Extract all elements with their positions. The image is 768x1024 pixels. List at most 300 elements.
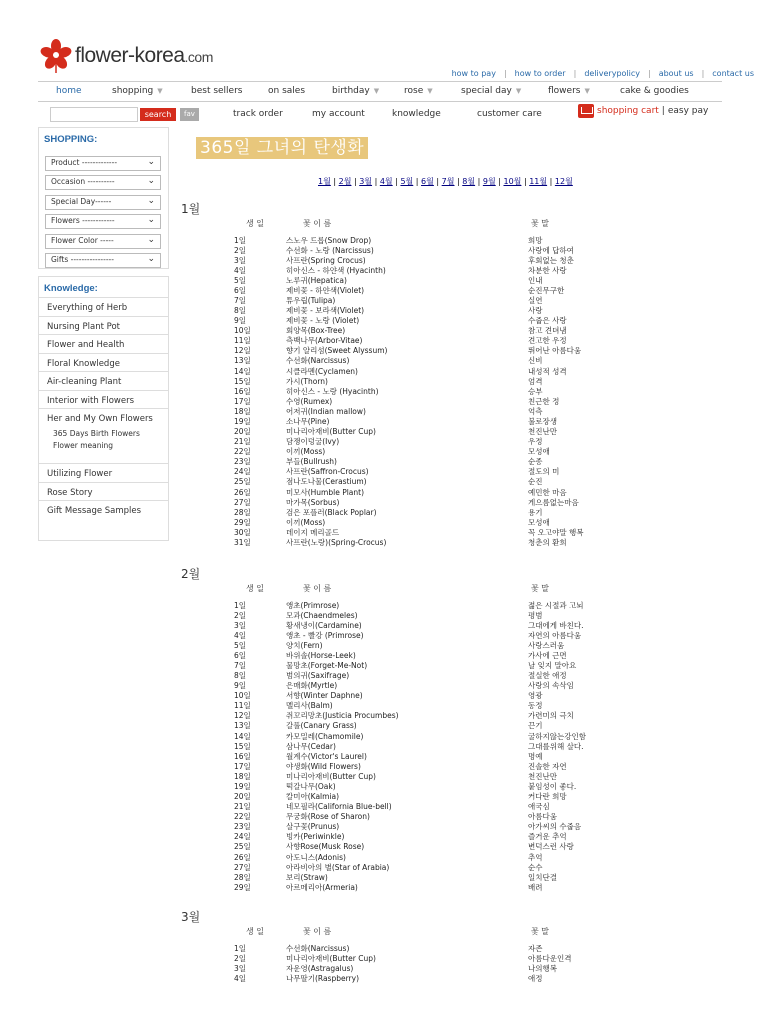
flower-meaning: 차분한 사랑 (528, 265, 567, 275)
flower-meaning: 예민한 마음 (528, 487, 567, 497)
flower-name: 칼미아(Kalmia) (286, 792, 340, 802)
chevron-down-icon: ▼ (373, 87, 380, 95)
sub-link[interactable]: track order (233, 109, 283, 119)
search-button[interactable]: search (140, 108, 176, 121)
birth-date: 28일 (234, 872, 251, 882)
nav-item[interactable] (620, 86, 689, 96)
flower-name: 네모필라(California Blue-bell) (286, 802, 392, 812)
top-link[interactable]: about us (658, 69, 694, 78)
link-separator: | (433, 177, 442, 186)
month-link[interactable]: 2월 (338, 177, 352, 186)
column-header-flower: 꽃 이 름 (303, 584, 332, 593)
link-separator: | (701, 69, 705, 78)
month-link[interactable]: 9월 (482, 177, 496, 186)
link-separator: | (413, 177, 422, 186)
flower-name: 마가목(Sorbus) (286, 497, 340, 507)
flower-name: 자운영(Astragalus) (286, 963, 354, 973)
birth-date: 6일 (234, 285, 247, 295)
sidebar (38, 127, 167, 539)
select-value: Product ------------- (51, 158, 118, 167)
chevron-down-icon: ⌄ (147, 254, 155, 264)
birth-date: 21일 (234, 802, 251, 812)
flower-meaning: 젊은 시절과 고뇌 (528, 600, 584, 610)
flower-meaning: 청춘의 환희 (528, 537, 567, 547)
flower-meaning: 아가씨의 수줍음 (528, 822, 582, 832)
select-value: Gifts ---------------- (51, 255, 114, 264)
flower-name: 시클라멘(Cyclamen) (286, 366, 358, 376)
knowledge-item[interactable] (39, 316, 168, 336)
shopping-cart-link[interactable] (578, 104, 708, 118)
birth-date: 12일 (234, 346, 251, 356)
flower-name: 미나리아재비(Butter Cup) (286, 771, 376, 781)
birth-date: 11일 (234, 701, 251, 711)
birth-date: 12일 (234, 711, 251, 721)
flower-name: 부들(Bullrush) (286, 457, 337, 467)
nav-item[interactable] (461, 86, 521, 96)
birth-date: 15일 (234, 741, 251, 751)
nav-item-label[interactable]: home (56, 86, 82, 96)
column-header-meaning: 꽃 말 (531, 927, 549, 936)
birth-date: 1일 (234, 943, 247, 953)
knowledge-title: Knowledge: (44, 283, 98, 294)
select-value: Special Day------ (51, 196, 112, 206)
knowledge-item[interactable] (39, 297, 168, 317)
flower-meaning: 천진난만 (528, 771, 557, 781)
birth-date: 3일 (234, 255, 247, 265)
knowledge-item-label: Gift Message Samples (47, 506, 142, 516)
flower-name: 수선화 - 노랑 (Narcissus) (286, 245, 374, 255)
birth-date: 4일 (234, 973, 247, 983)
birth-date: 16일 (234, 751, 251, 761)
birth-date: 29일 (234, 517, 251, 527)
chevron-down-icon: ⌄ (147, 234, 155, 245)
flower-name: 데이지 메리골드 (286, 527, 340, 537)
nav-item[interactable] (112, 86, 163, 96)
flower-meaning: 날 잊지 말아요 (528, 660, 577, 670)
birth-date: 24일 (234, 832, 251, 842)
birth-date: 1일 (234, 235, 247, 245)
flower-meaning: 평범 (528, 610, 543, 620)
birth-date: 24일 (234, 467, 251, 477)
birth-date: 4일 (234, 265, 247, 275)
knowledge-item[interactable] (39, 334, 168, 354)
nav-item[interactable] (56, 86, 82, 96)
nav-item[interactable] (268, 86, 305, 96)
flower-meaning: 견고한 우정 (528, 336, 567, 346)
logo-text: flower-korea (75, 44, 185, 67)
link-separator: | (351, 177, 360, 186)
link-separator: | (392, 177, 401, 186)
birth-date: 29일 (234, 882, 251, 892)
flower-meaning: 천진난만 (528, 427, 557, 437)
link-separator: | (648, 69, 651, 78)
birth-date: 5일 (234, 640, 247, 650)
nav-item-label[interactable]: rose (404, 86, 424, 96)
flower-name: 물망초(Forget-Me-Not) (286, 660, 368, 670)
flower-name: 향기 알리섬(Sweet Alyssum) (286, 346, 388, 356)
flower-meaning: 실연 (528, 295, 543, 305)
flower-meaning: 그대를위해 살다. (528, 741, 584, 751)
flower-name: 바위솔(Horse-Leek) (286, 650, 356, 660)
page-title: 365일 그녀의 탄생화 (200, 138, 365, 158)
sub-link[interactable]: knowledge (392, 109, 441, 119)
birth-date: 19일 (234, 781, 251, 791)
flower-name: 이끼(Moss) (286, 447, 326, 457)
month-heading: 3월 (181, 910, 201, 924)
flower-name: 나무딸기(Raspberry) (286, 973, 359, 983)
flower-name: 담쟁이덩굴(Ivy) (286, 437, 340, 447)
flower-name: 회양목(Box-Tree) (286, 326, 346, 336)
birth-date: 23일 (234, 822, 251, 832)
flower-meaning: 친근한 정 (528, 396, 560, 406)
knowledge-item-label: Flower and Health (47, 340, 125, 350)
knowledge-item-label: Rose Story (47, 487, 93, 498)
flower-name: 월계수(Victor's Laurel) (286, 751, 367, 761)
birth-date: 20일 (234, 792, 251, 802)
birth-date: 3일 (234, 963, 247, 973)
month-link[interactable]: 12월 (554, 177, 573, 186)
birth-date: 27일 (234, 497, 251, 507)
month-heading: 1월 (181, 202, 201, 216)
flower-name: 범의귀(Saxifrage) (286, 671, 350, 681)
flower-name: 가시(Thorn) (286, 376, 328, 386)
site-logo[interactable] (38, 38, 213, 74)
flower-meaning: 사랑스러움 (528, 640, 565, 650)
shopping-cart-label[interactable]: shopping cart (597, 106, 659, 116)
flower-meaning: 사랑 (528, 306, 543, 316)
birth-date: 21일 (234, 437, 251, 447)
month-link[interactable]: 7월 (441, 177, 455, 186)
column-header-meaning: 꽃 말 (531, 219, 549, 228)
flower-meaning: 변덕스런 사랑 (528, 842, 574, 852)
flower-meaning: 굴하지않는강인함 (528, 731, 586, 741)
birth-date: 10일 (234, 326, 251, 336)
birth-date: 3일 (234, 620, 247, 630)
birth-date: 2일 (234, 245, 247, 255)
nav-item-label[interactable]: cake & goodies (620, 86, 689, 96)
birth-date: 4일 (234, 630, 247, 640)
knowledge-item-label: Floral Knowledge (47, 358, 120, 369)
birth-date: 14일 (234, 731, 251, 741)
flower-name: 제비꽃 - 노랑 (Violet) (286, 316, 360, 326)
flower-name: 측백나무(Arbor-Vitae) (286, 336, 363, 346)
birth-date: 20일 (234, 427, 251, 437)
birth-date: 11일 (234, 336, 251, 346)
easy-pay-link[interactable]: easy pay (667, 106, 709, 116)
flower-meaning: 후회없는 청춘 (528, 255, 574, 265)
sep: | (661, 106, 665, 116)
flower-name: 떡갈나무(Oak) (286, 781, 336, 791)
birth-date: 26일 (234, 487, 251, 497)
flower-meaning: 아름다운인격 (528, 953, 572, 963)
nav-item-label[interactable]: birthday (332, 86, 370, 96)
category-select[interactable] (45, 195, 161, 210)
knowledge-item-label: Utilizing Flower (47, 469, 113, 479)
birth-date: 1일 (234, 600, 247, 610)
knowledge-item-label: Her and My Own Flowers (47, 414, 153, 424)
flower-meaning: 모성애 (528, 517, 550, 527)
flower-name: 수선화(Narcissus) (286, 943, 350, 953)
chevron-down-icon: ⌄ (147, 215, 155, 226)
birth-date: 25일 (234, 477, 251, 487)
birth-date: 2일 (234, 953, 247, 963)
select-value: Flowers ------------ (51, 216, 115, 226)
column-header-date: 생 일 (246, 219, 264, 228)
flower-meaning: 뛰어난 아름다움 (528, 346, 582, 356)
nav-item[interactable] (548, 86, 590, 96)
birth-date: 30일 (234, 527, 251, 537)
birth-date: 18일 (234, 406, 251, 416)
flower-meaning: 순진 (528, 477, 543, 487)
link-separator: | (475, 177, 483, 186)
flower-meaning: 나의행복 (528, 963, 557, 973)
flower-name: 수선화(Narcissus) (286, 356, 350, 366)
flower-name: 미나리아재비(Butter Cup) (286, 953, 376, 963)
flower-meaning: 절실한 애정 (528, 671, 567, 681)
flower-meaning: 순진무구한 (528, 285, 565, 295)
birth-date: 17일 (234, 761, 251, 771)
nav-item-label[interactable]: flowers (548, 86, 581, 96)
flower-name: 앵초(Primrose) (286, 600, 340, 610)
flower-name: 사프란(Spring Crocus) (286, 255, 366, 265)
birth-date: 15일 (234, 376, 251, 386)
sub-link[interactable]: customer care (477, 109, 542, 119)
birth-date: 10일 (234, 691, 251, 701)
column-header-flower: 꽃 이 름 (303, 927, 332, 936)
flower-meaning: 애국심 (528, 802, 550, 812)
flower-meaning: 수줍은 사랑 (528, 316, 567, 326)
flower-meaning: 참고 견뎌냄 (528, 326, 567, 336)
birth-date: 13일 (234, 721, 251, 731)
birth-date: 8일 (234, 306, 247, 316)
flower-meaning: 인내 (528, 275, 543, 285)
flower-meaning: 붙임성이 좋다. (528, 781, 577, 791)
knowledge-item-label: Interior with Flowers (47, 395, 135, 406)
flower-name: 삼나무(Cedar) (286, 741, 336, 751)
shopping-panel (38, 127, 169, 269)
column-header-meaning: 꽃 말 (531, 584, 549, 593)
knowledge-item[interactable] (39, 353, 168, 373)
birth-date: 6일 (234, 650, 247, 660)
flower-name: 히아신스 - 노랑 (Hyacinth) (286, 386, 379, 396)
page-title-banner (196, 137, 368, 159)
knowledge-panel (38, 276, 169, 541)
category-select[interactable] (45, 156, 161, 171)
flower-name: 수영(Rumex) (286, 396, 333, 406)
link-separator: | (454, 177, 463, 186)
flower-name: 미나리아재비(Butter Cup) (286, 427, 376, 437)
knowledge-item[interactable] (39, 427, 168, 464)
month-link[interactable]: 5월 (400, 177, 414, 186)
flower-meaning: 배려 (528, 882, 543, 892)
birth-date: 9일 (234, 681, 247, 691)
flower-name: 갈풀(Canary Grass) (286, 721, 357, 731)
search-input[interactable] (50, 107, 138, 122)
top-link[interactable]: how to pay (451, 69, 496, 78)
flower-name: 스노우 드롭(Snow Drop) (286, 235, 372, 245)
nav-item-label[interactable]: on sales (268, 86, 306, 96)
flower-name: 튜우립(Tulipa) (286, 295, 336, 305)
link-separator: | (503, 69, 507, 78)
knowledge-item[interactable] (39, 482, 168, 502)
flower-name: 히아신스 - 하얀색 (Hyacinth) (286, 265, 386, 275)
chevron-down-icon: ⌄ (147, 195, 155, 206)
flower-meaning: 사랑의 속삭임 (528, 681, 574, 691)
top-link[interactable]: how to order (514, 69, 566, 78)
flower-meaning: 일치단결 (528, 872, 557, 882)
knowledge-item[interactable] (39, 500, 168, 520)
flower-name: 어저귀(Indian mallow) (286, 406, 366, 416)
flower-name: 검은 포플러(Black Poplar) (286, 507, 377, 517)
flower-meaning: 즐거운 추억 (528, 832, 567, 842)
birth-date: 17일 (234, 396, 251, 406)
flower-meaning: 승부 (528, 386, 543, 396)
flower-meaning: 명예 (528, 751, 543, 761)
flower-meaning: 자연의 아름다움 (528, 630, 582, 640)
knowledge-item[interactable] (39, 371, 168, 391)
column-header-date: 생 일 (246, 927, 264, 936)
flower-meaning: 우정 (528, 437, 543, 447)
flower-meaning: 모성애 (528, 447, 550, 457)
flower-name: 사프란(노랑)(Spring-Crocus) (286, 537, 387, 547)
nav-item[interactable] (404, 86, 433, 96)
flower-logo-icon (38, 38, 74, 74)
nav-item-label[interactable]: shopping (112, 86, 154, 96)
knowledge-item-label: Everything of Herb (47, 303, 128, 313)
month-link[interactable]: 10월 (503, 177, 522, 186)
birth-date: 14일 (234, 366, 251, 376)
main-nav (38, 83, 722, 100)
nav-item[interactable] (332, 86, 379, 96)
birth-date: 13일 (234, 356, 251, 366)
knowledge-item[interactable] (39, 408, 168, 428)
chevron-down-icon: ▼ (427, 87, 433, 95)
link-separator: | (573, 69, 577, 78)
top-link[interactable]: deliverypolicy (584, 69, 640, 78)
knowledge-item-label: 365 Days Birth Flowers (53, 428, 140, 438)
birth-date: 8일 (234, 671, 247, 681)
knowledge-item[interactable] (39, 390, 168, 410)
flower-name: 노루귀(Hepatica) (286, 275, 347, 285)
knowledge-item-label: Nursing Plant Pot (47, 321, 120, 332)
month-link[interactable]: 4월 (379, 177, 393, 186)
logo-suffix: .com (184, 49, 213, 65)
flower-name: 살구꽃(Prunus) (286, 822, 340, 832)
flower-meaning: 그대에게 바친다. (528, 620, 584, 630)
flower-name: 모과(Chaendmeles) (286, 610, 358, 620)
flower-meaning: 가사에 근면 (528, 650, 567, 660)
birth-date: 28일 (234, 507, 251, 517)
flower-name: 소나무(Pine) (286, 416, 330, 426)
month-link[interactable]: 6월 (421, 177, 434, 186)
flower-meaning: 신비 (528, 356, 543, 366)
month-link[interactable]: 11월 (529, 177, 548, 186)
category-select[interactable] (45, 234, 161, 249)
column-header-flower: 꽃 이 름 (303, 219, 332, 228)
flower-meaning: 용기 (528, 507, 543, 517)
top-link[interactable]: contact us (712, 69, 754, 78)
flower-name: 아라비아의 별(Star of Arabia) (286, 862, 390, 872)
flower-name: 보리(Straw) (286, 872, 328, 882)
birth-date: 31일 (234, 537, 251, 547)
month-link[interactable]: 3월 (359, 177, 373, 186)
divider (38, 101, 722, 102)
flower-meaning: 불로장생 (528, 416, 557, 426)
top-links (452, 69, 754, 78)
month-link[interactable]: 8월 (462, 177, 476, 186)
flower-name: 아르메리아(Armeria) (286, 882, 358, 892)
flower-meaning: 영광 (528, 691, 543, 701)
flower-meaning: 엄격 (528, 376, 543, 386)
flower-name: 사프란(Saffron-Crocus) (286, 467, 369, 477)
flower-meaning: 추억 (528, 852, 543, 862)
birth-date: 22일 (234, 447, 251, 457)
birth-date: 19일 (234, 416, 251, 426)
birth-date: 7일 (234, 660, 247, 670)
select-value: Occasion ---------- (51, 177, 115, 187)
category-select[interactable] (45, 253, 161, 268)
flower-name: 제비꽃 - 하얀색(Violet) (286, 285, 365, 295)
birth-date: 27일 (234, 862, 251, 872)
month-links (318, 176, 573, 187)
chevron-down-icon: ⌄ (147, 176, 155, 187)
flower-meaning: 자존 (528, 943, 543, 953)
nav-item-label[interactable]: best sellers (191, 86, 243, 96)
flower-name: 점나도나물(Cerastium) (286, 477, 367, 487)
flower-name: 빙카(Periwinkle) (286, 832, 345, 842)
flower-meaning: 순수 (528, 862, 543, 872)
link-separator: | (372, 177, 380, 186)
chevron-down-icon: ▼ (584, 87, 590, 95)
birth-date: 16일 (234, 386, 251, 396)
flower-name: 황새냉이(Cardamine) (286, 620, 362, 630)
flower-name: 은매화(Myrtle) (286, 681, 338, 691)
category-select[interactable] (45, 175, 161, 190)
flower-meaning: 절도의 미 (528, 467, 560, 477)
category-select[interactable] (45, 214, 161, 229)
flower-meaning: 가련미의 극치 (528, 711, 574, 721)
flower-meaning: 아름다움 (528, 812, 557, 822)
birth-date: 22일 (234, 812, 251, 822)
month-link[interactable]: 1월 (318, 177, 331, 186)
flower-meaning: 커다란 희망 (528, 792, 567, 802)
flower-meaning: 내성적 성격 (528, 366, 567, 376)
month-heading: 2월 (181, 567, 201, 581)
flower-meaning: 애정 (528, 973, 543, 983)
birth-date: 23일 (234, 457, 251, 467)
knowledge-item[interactable] (39, 463, 168, 483)
link-separator: | (495, 177, 504, 186)
birth-date: 7일 (234, 295, 247, 305)
chevron-down-icon: ▼ (515, 87, 522, 95)
sub-link[interactable]: my account (312, 109, 365, 119)
flower-name: 카모밀레(Chamomile) (286, 731, 364, 741)
flower-meaning: 꼭 오고야말 행복 (528, 527, 584, 537)
flower-meaning: 진솔한 자연 (528, 761, 567, 771)
flower-name: 앵초 - 빨강 (Primrose) (286, 630, 364, 640)
nav-item[interactable] (191, 86, 242, 96)
flower-name: 아도니스(Adonis) (286, 852, 346, 862)
fav-button[interactable]: fav (180, 108, 199, 121)
flower-meaning: 억측 (528, 406, 543, 416)
flower-name: 사향Rose(Musk Rose) (286, 842, 365, 852)
flower-name: 서향(Winter Daphne) (286, 691, 363, 701)
nav-item-label[interactable]: special day (461, 86, 512, 96)
flower-name: 멜리사(Balm) (286, 701, 333, 711)
birth-date: 9일 (234, 316, 247, 326)
shopping-title: SHOPPING: (44, 134, 98, 145)
flower-meaning: 동정 (528, 701, 543, 711)
